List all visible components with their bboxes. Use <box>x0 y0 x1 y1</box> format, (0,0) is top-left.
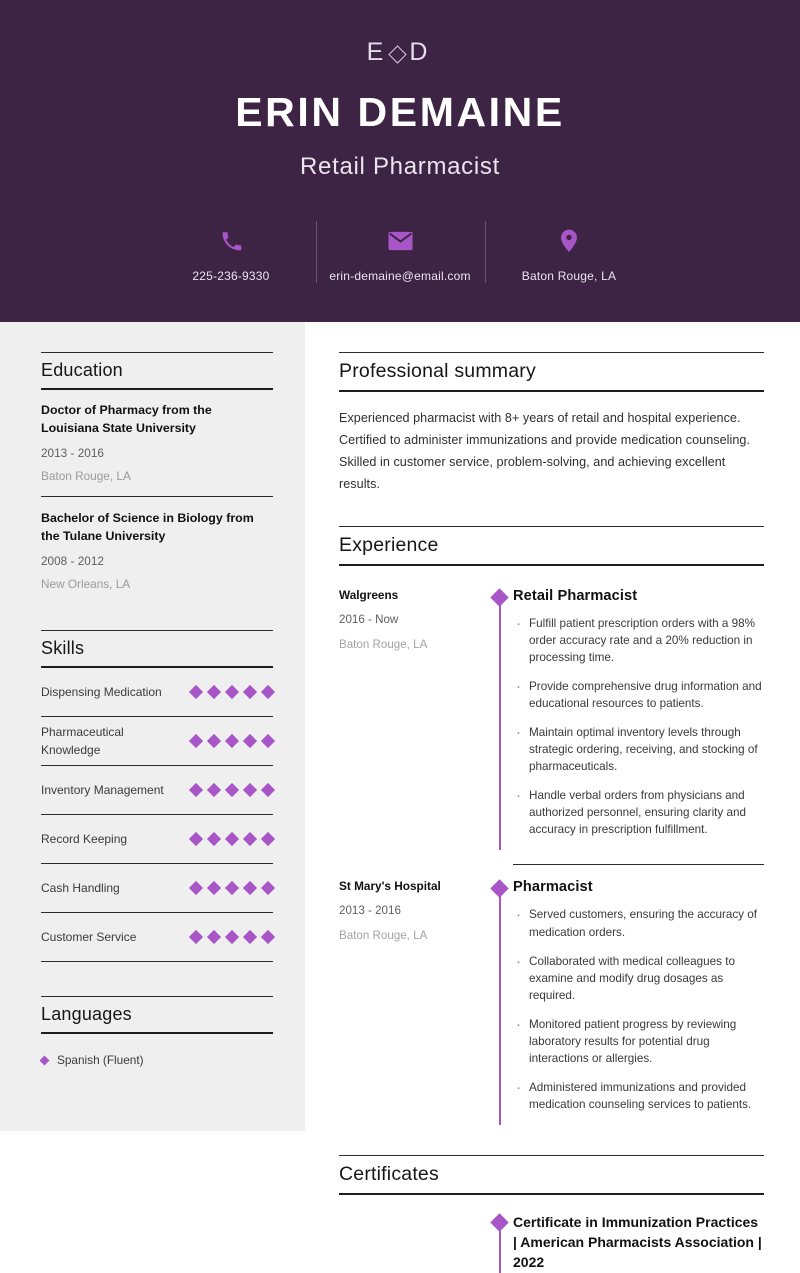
experience-years: 2016 - Now <box>339 612 399 626</box>
certificates-heading: Certificates <box>339 1163 764 1195</box>
rating-diamond-icon <box>261 930 275 944</box>
skill-name: Dispensing Medication <box>41 685 162 700</box>
experience-bullet: · Monitored patient progress by reviewing laboratory results for potential drug interactions or allergies. <box>513 1016 764 1067</box>
diamond-marker-icon <box>490 588 508 606</box>
rating-diamond-icon <box>243 832 257 846</box>
experience-meta <box>339 879 487 1125</box>
experience-bullet: · Provide comprehensive drug information and educational resources to patients. <box>513 678 764 712</box>
rating-diamond-icon <box>189 832 203 846</box>
timeline-line <box>499 887 501 1125</box>
education-item <box>41 496 273 604</box>
summary-heading: Professional summary <box>339 360 764 392</box>
resume-body <box>0 322 800 1271</box>
rating-diamond-icon <box>225 881 239 895</box>
sidebar <box>0 322 305 1131</box>
timeline-marker <box>487 879 513 1125</box>
education-heading: Education <box>41 360 273 390</box>
education-years: 2008 - 2012 <box>41 554 104 569</box>
experience-bullet: · Fulfill patient prescription orders with a 98% order accuracy rate and a 20% reduction in processing time. <box>513 615 764 666</box>
skill-row <box>41 913 273 962</box>
rating-diamond-icon <box>207 832 221 846</box>
experience-bullet: · Served customers, ensuring the accuracy of medication orders. <box>513 906 764 940</box>
certificates-section-header <box>339 1155 764 1195</box>
experience-list <box>339 574 764 1126</box>
experience-bullet: · Maintain optimal inventory levels through strategic ordering, receiving, and stocking of pharmaceuticals. <box>513 724 764 775</box>
rating-diamond-icon <box>189 685 203 699</box>
skill-name: Customer Service <box>41 930 137 945</box>
experience-entry <box>339 574 764 851</box>
rating-diamond-icon <box>189 930 203 944</box>
languages-heading: Languages <box>41 1004 273 1034</box>
skill-row <box>41 815 273 864</box>
rating-diamond-icon <box>261 783 275 797</box>
experience-heading: Experience <box>339 534 764 566</box>
resume-header <box>0 0 800 322</box>
experience-section <box>339 526 764 566</box>
diamond-marker-icon <box>490 880 508 898</box>
education-location: New Orleans, LA <box>41 577 131 592</box>
contact-phone[interactable] <box>147 223 316 283</box>
rating-diamond-icon <box>207 734 221 748</box>
rating-diamond-icon <box>243 930 257 944</box>
certificate-spacer <box>339 1213 487 1273</box>
rating-diamond-icon <box>261 881 275 895</box>
experience-location: Baton Rouge, LA <box>339 637 428 651</box>
certificate-detail <box>513 1213 764 1273</box>
rating-diamond-icon <box>189 734 203 748</box>
contact-location-value: Baton Rouge, LA <box>521 269 617 284</box>
rating-diamond-icon <box>243 734 257 748</box>
skill-name: Cash Handling <box>41 881 120 896</box>
summary-text: Experienced pharmacist with 8+ years of retail and hospital experience. Certified to administer immunizations and provide medication counseling. Skilled in customer service, problem-solving, and achieving excellent results. <box>339 411 751 491</box>
rating-diamond-icon <box>207 881 221 895</box>
experience-bullets <box>513 615 764 839</box>
location-pin-icon <box>485 227 654 255</box>
skills-heading: Skills <box>41 638 273 668</box>
education-section <box>41 352 273 390</box>
language-label: Spanish (Fluent) <box>57 1053 144 1068</box>
skill-rating <box>191 834 273 844</box>
education-degree: Doctor of Pharmacy from the Louisiana State University <box>41 403 212 435</box>
rating-diamond-icon <box>225 832 239 846</box>
skill-rating <box>191 785 273 795</box>
contact-email[interactable] <box>316 223 485 283</box>
certificate-title: Certificate in Immunization Practices | American Pharmacists Association | 2022 <box>513 1214 762 1271</box>
diamond-icon <box>389 45 407 63</box>
skill-row <box>41 717 273 766</box>
phone-icon <box>147 227 316 255</box>
rating-diamond-icon <box>243 685 257 699</box>
skill-rating <box>191 932 273 942</box>
timeline-marker <box>487 1213 513 1273</box>
skill-row <box>41 766 273 815</box>
rating-diamond-icon <box>189 783 203 797</box>
skill-row <box>41 668 273 717</box>
experience-entry <box>339 865 764 1125</box>
skills-section <box>41 630 273 962</box>
languages-section-header <box>41 996 273 1034</box>
experience-role: Retail Pharmacist <box>513 587 638 604</box>
skill-rating <box>191 736 273 746</box>
certificate-entry <box>339 1195 764 1273</box>
skill-name: Inventory Management <box>41 783 164 798</box>
experience-role: Pharmacist <box>513 879 593 896</box>
certificates-section <box>339 1155 764 1273</box>
experience-meta <box>339 588 487 851</box>
diamond-marker-icon <box>490 1214 508 1232</box>
education-item <box>41 390 273 496</box>
experience-detail <box>513 879 764 1125</box>
rating-diamond-icon <box>225 685 239 699</box>
monogram <box>0 36 800 68</box>
contact-location[interactable] <box>485 223 654 283</box>
candidate-job-title: Retail Pharmacist <box>300 153 500 181</box>
timeline-marker <box>487 588 513 851</box>
timeline-line <box>499 596 501 851</box>
rating-diamond-icon <box>207 685 221 699</box>
language-item <box>41 1053 273 1067</box>
skills-section-header <box>41 630 273 668</box>
rating-diamond-icon <box>261 734 275 748</box>
contact-email-value: erin-demaine@email.com <box>329 269 471 284</box>
experience-years: 2013 - 2016 <box>339 904 401 918</box>
main-column <box>305 322 800 1271</box>
envelope-icon <box>316 227 485 255</box>
rating-diamond-icon <box>207 783 221 797</box>
diamond-bullet-icon <box>40 1055 50 1065</box>
candidate-name: ERIN DEMAINE <box>235 89 565 135</box>
experience-bullet: · Administered immunizations and provided medication counseling services to patients. <box>513 1079 764 1113</box>
monogram-initial-right: D <box>409 38 434 66</box>
rating-diamond-icon <box>243 783 257 797</box>
monogram-initial-left: E <box>366 38 390 66</box>
rating-diamond-icon <box>261 832 275 846</box>
education-location: Baton Rouge, LA <box>41 469 131 484</box>
languages-section <box>41 996 273 1067</box>
skill-rating <box>191 687 273 697</box>
experience-company: Walgreens <box>339 587 399 602</box>
rating-diamond-icon <box>207 930 221 944</box>
skill-row <box>41 864 273 913</box>
summary-section <box>339 352 764 392</box>
experience-detail <box>513 588 764 851</box>
rating-diamond-icon <box>225 783 239 797</box>
skill-rating <box>191 883 273 893</box>
experience-company: St Mary's Hospital <box>339 879 441 894</box>
experience-bullets <box>513 906 764 1113</box>
skill-name: Pharmaceutical Knowledge <box>41 725 124 758</box>
contact-row <box>0 223 800 283</box>
rating-diamond-icon <box>225 930 239 944</box>
rating-diamond-icon <box>243 881 257 895</box>
contact-phone-value: 225-236-9330 <box>192 269 270 284</box>
rating-diamond-icon <box>225 734 239 748</box>
rating-diamond-icon <box>189 881 203 895</box>
education-degree: Bachelor of Science in Biology from the Tulane University <box>41 511 254 543</box>
experience-bullet: · Handle verbal orders from physicians and authorized personnel, ensuring clarity and accuracy in prescription fulfillment. <box>513 787 764 838</box>
education-years: 2013 - 2016 <box>41 446 104 461</box>
rating-diamond-icon <box>261 685 275 699</box>
skill-name: Record Keeping <box>41 832 128 847</box>
experience-bullet: · Collaborated with medical colleagues to examine and modify drug dosages as required. <box>513 953 764 1004</box>
experience-location: Baton Rouge, LA <box>339 929 428 943</box>
